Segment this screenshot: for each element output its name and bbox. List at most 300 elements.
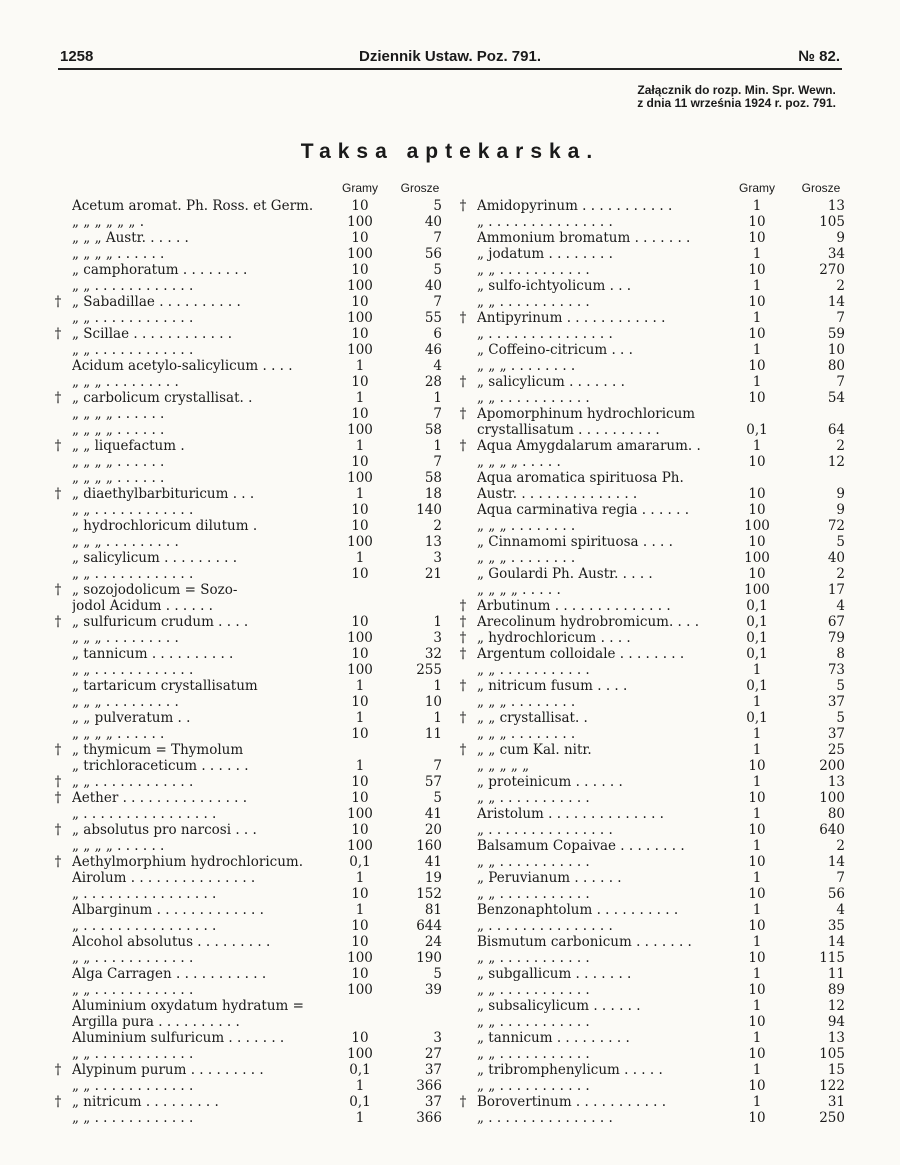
grams-value: 10	[351, 326, 369, 342]
table-row	[50, 886, 450, 902]
table-row	[455, 422, 855, 438]
drug-name: „ „ „ „ „ „ .	[72, 214, 145, 230]
dagger-mark: †	[459, 310, 467, 326]
dagger-mark: †	[459, 374, 467, 390]
grams-value: 0,1	[746, 646, 768, 662]
grams-value: 10	[351, 454, 369, 470]
grams-value: 10	[351, 406, 369, 422]
drug-name: „ hydrochloricum dilutum .	[72, 518, 258, 534]
drug-name: „ „ . . . . . . . . . . . .	[72, 502, 194, 518]
grams-value: 10	[748, 982, 766, 998]
price-value: 58	[424, 422, 442, 438]
drug-name: „ . . . . . . . . . . . . . . .	[477, 918, 613, 934]
dagger-mark: †	[459, 1094, 467, 1110]
table-row	[50, 326, 450, 342]
price-value: 55	[424, 310, 442, 326]
drug-name: Arecolinum hydrobromicum. . . .	[477, 614, 699, 630]
price-value: 4	[836, 902, 845, 918]
grams-value: 10	[748, 214, 766, 230]
grams-value: 10	[351, 230, 369, 246]
left-column	[50, 178, 450, 1126]
drug-name: „ „ „ . . . . . . . . .	[72, 534, 179, 550]
grams-value: 1	[355, 678, 365, 694]
drug-name: „ „ pulveratum . .	[72, 710, 191, 726]
grams-value: 1	[355, 486, 365, 502]
grams-value: 100	[347, 806, 373, 822]
table-row	[50, 710, 450, 726]
drug-name: Aluminium sulfuricum . . . . . . .	[72, 1030, 285, 1046]
table-row	[50, 902, 450, 918]
table-row	[50, 918, 450, 934]
grams-value: 10	[351, 614, 369, 630]
price-value: 19	[424, 870, 442, 886]
table-row	[455, 214, 855, 230]
drug-name: Argilla pura . . . . . . . . . .	[72, 1014, 240, 1030]
price-value: 28	[424, 374, 442, 390]
grams-value: 10	[351, 262, 369, 278]
table-row	[50, 1110, 450, 1126]
grams-value: 1	[752, 1062, 762, 1078]
price-value: 366	[416, 1110, 442, 1126]
price-value: 1	[433, 390, 442, 406]
annex-line-1: Załącznik do rozp. Min. Spr. Wewn.	[637, 83, 836, 97]
price-value: 18	[424, 486, 442, 502]
dagger-mark: †	[54, 790, 62, 806]
table-row	[455, 246, 855, 262]
grams-value: 0,1	[746, 422, 768, 438]
table-row	[50, 838, 450, 854]
grams-value: 0,1	[746, 678, 768, 694]
price-value: 59	[827, 326, 845, 342]
price-value: 7	[433, 406, 442, 422]
drug-name: „ thymicum = Thymolum	[72, 742, 244, 758]
grams-value: 10	[748, 1014, 766, 1030]
drug-name: Aqua carminativa regia . . . . . .	[477, 502, 690, 518]
grams-value: 1	[355, 1078, 365, 1094]
price-value: 3	[433, 550, 442, 566]
price-value: 56	[424, 246, 442, 262]
price-value: 11	[424, 726, 442, 742]
grams-value: 1	[355, 358, 365, 374]
table-row	[50, 1062, 450, 1078]
dagger-mark: †	[54, 582, 62, 598]
drug-name: „ „ „ . . . . . . . .	[477, 726, 576, 742]
grams-value: 10	[351, 790, 369, 806]
price-value: 37	[424, 1094, 442, 1110]
grams-value: 0,1	[746, 710, 768, 726]
grams-value: 10	[748, 230, 766, 246]
price-value: 250	[819, 1110, 845, 1126]
drug-name: Ammonium bromatum . . . . . . .	[477, 230, 691, 246]
table-row	[50, 518, 450, 534]
table-row	[50, 854, 450, 870]
table-row	[50, 998, 450, 1014]
page-number: 1258	[60, 48, 94, 65]
table-row	[455, 838, 855, 854]
grams-value: 100	[347, 214, 373, 230]
table-row	[455, 198, 855, 214]
table-row	[50, 486, 450, 502]
table-row	[455, 358, 855, 374]
drug-name: „ „ „ „ . . . . . .	[72, 406, 165, 422]
grams-value: 0,1	[746, 598, 768, 614]
table-row	[50, 806, 450, 822]
grams-value: 1	[752, 246, 762, 262]
drug-name: Borovertinum . . . . . . . . . . .	[477, 1094, 667, 1110]
price-value: 24	[424, 934, 442, 950]
price-value: 54	[827, 390, 845, 406]
price-value: 2	[836, 438, 845, 454]
drug-name: „ „ „ „ . . . . . .	[72, 246, 165, 262]
dagger-mark: †	[54, 438, 62, 454]
grams-value: 10	[748, 886, 766, 902]
drug-name: Aqua aromatica spirituosa Ph.	[477, 470, 684, 486]
table-row	[50, 310, 450, 326]
price-value: 9	[836, 486, 845, 502]
drug-name: Antipyrinum . . . . . . . . . . . .	[477, 310, 666, 326]
grams-value: 10	[748, 1078, 766, 1094]
price-value: 5	[433, 198, 442, 214]
table-row	[50, 262, 450, 278]
drug-name: „ . . . . . . . . . . . . . . .	[477, 326, 613, 342]
journal-title: Dziennik Ustaw. Poz. 791.	[359, 48, 541, 65]
grams-value: 1	[752, 278, 762, 294]
header-rule	[58, 68, 842, 70]
table-row	[50, 214, 450, 230]
grams-value: 10	[748, 566, 766, 582]
table-row	[455, 278, 855, 294]
drug-name: „ sozojodolicum = Sozo-	[72, 582, 238, 598]
price-value: 105	[819, 1046, 845, 1062]
drug-name: Apomorphinum hydrochloricum	[477, 406, 696, 422]
grams-value: 1	[355, 438, 365, 454]
price-value: 67	[827, 614, 845, 630]
drug-name: „ sulfuricum crudum . . . .	[72, 614, 249, 630]
grams-value: 1	[355, 710, 365, 726]
grams-value: 100	[347, 342, 373, 358]
table-row	[50, 966, 450, 982]
grams-value: 100	[347, 534, 373, 550]
document-title: Taksa aptekarska.	[300, 140, 600, 163]
left-rows	[50, 198, 450, 1126]
price-value: 64	[827, 422, 845, 438]
drug-name: „ Peruvianum . . . . . .	[477, 870, 622, 886]
grams-value: 10	[351, 646, 369, 662]
drug-name: „ „ . . . . . . . . . . . .	[72, 662, 194, 678]
drug-name: „ „ liquefactum .	[72, 438, 185, 454]
dagger-mark: †	[459, 406, 467, 422]
price-value: 73	[827, 662, 845, 678]
grams-value: 10	[351, 726, 369, 742]
table-row	[50, 1094, 450, 1110]
drug-name: „ „ „ . . . . . . . . .	[72, 374, 179, 390]
price-value: 40	[827, 550, 845, 566]
grams-value: 10	[351, 934, 369, 950]
table-row	[50, 950, 450, 966]
drug-name: „ . . . . . . . . . . . . . . .	[477, 214, 613, 230]
drug-name: Aether . . . . . . . . . . . . . . .	[72, 790, 248, 806]
drug-name: „ „ . . . . . . . . . . .	[477, 1046, 590, 1062]
drug-name: „ „ . . . . . . . . . . .	[477, 662, 590, 678]
dagger-mark: †	[459, 678, 467, 694]
drug-name: Alga Carragen . . . . . . . . . . .	[72, 966, 267, 982]
price-value: 13	[827, 1030, 845, 1046]
grams-header: Gramy	[342, 181, 378, 195]
price-value: 12	[827, 998, 845, 1014]
drug-name: „ carbolicum crystallisat. .	[72, 390, 253, 406]
table-row	[455, 550, 855, 566]
grams-value: 10	[748, 326, 766, 342]
drug-name: Amidopyrinum . . . . . . . . . . .	[477, 198, 673, 214]
grams-value: 10	[351, 518, 369, 534]
price-value: 6	[433, 326, 442, 342]
grams-value: 1	[355, 870, 365, 886]
drug-name: „ subgallicum . . . . . . .	[477, 966, 632, 982]
drug-name: „ „ „ Austr. . . . . .	[72, 230, 189, 246]
table-row	[50, 934, 450, 950]
table-row	[455, 582, 855, 598]
grams-value: 1	[752, 1094, 762, 1110]
table-row	[50, 870, 450, 886]
price-value: 40	[424, 214, 442, 230]
grams-value: 10	[748, 822, 766, 838]
grams-value: 10	[351, 886, 369, 902]
price-value: 41	[424, 854, 442, 870]
dagger-mark: †	[54, 486, 62, 502]
grams-value: 10	[748, 758, 766, 774]
table-row	[455, 374, 855, 390]
table-row	[455, 678, 855, 694]
price-value: 9	[836, 502, 845, 518]
grams-value: 100	[347, 278, 373, 294]
table-row	[455, 854, 855, 870]
drug-name: „ „ . . . . . . . . . . . .	[72, 566, 194, 582]
drug-name: „ jodatum . . . . . . . .	[477, 246, 613, 262]
drug-name: „ „ „ „ „	[477, 758, 530, 774]
drug-name: „ „ „ . . . . . . . .	[477, 518, 576, 534]
drug-name: „ „ . . . . . . . . . . .	[477, 790, 590, 806]
grams-value: 100	[744, 582, 770, 598]
grams-value: 100	[347, 1046, 373, 1062]
groszy-header: Grosze	[400, 181, 440, 195]
drug-name: „ „ „ . . . . . . . .	[477, 358, 576, 374]
grams-value: 100	[347, 470, 373, 486]
grams-value: 1	[752, 870, 762, 886]
table-row	[50, 646, 450, 662]
table-row	[455, 454, 855, 470]
table-row	[50, 790, 450, 806]
price-value: 160	[416, 838, 442, 854]
drug-name: „ „ . . . . . . . . . . .	[477, 262, 590, 278]
drug-name: „ „ . . . . . . . . . . .	[477, 390, 590, 406]
right-rows	[455, 198, 855, 1126]
table-row	[455, 998, 855, 1014]
table-row	[455, 790, 855, 806]
drug-name: „ „ cum Kal. nitr.	[477, 742, 592, 758]
price-value: 13	[827, 198, 845, 214]
table-row	[455, 470, 855, 486]
price-value: 14	[827, 294, 845, 310]
page-header	[60, 44, 840, 70]
grams-value: 100	[347, 982, 373, 998]
table-row	[455, 1062, 855, 1078]
annex-line-2: z dnia 11 września 1924 r. poz. 791.	[637, 96, 836, 110]
left-column-header	[50, 178, 450, 198]
drug-name: jodol Acidum . . . . . .	[72, 598, 213, 614]
price-value: 80	[827, 806, 845, 822]
grams-value: 0,1	[349, 854, 371, 870]
drug-name: „ „ . . . . . . . . . . .	[477, 886, 590, 902]
price-value: 122	[819, 1078, 845, 1094]
dagger-mark: †	[54, 390, 62, 406]
price-value: 3	[433, 1030, 442, 1046]
grams-value: 0,1	[746, 614, 768, 630]
grams-value: 1	[355, 390, 365, 406]
table-row	[50, 614, 450, 630]
grams-value: 10	[748, 1110, 766, 1126]
price-value: 11	[827, 966, 845, 982]
table-row	[455, 630, 855, 646]
dagger-mark: †	[54, 614, 62, 630]
price-value: 10	[827, 342, 845, 358]
table-row	[455, 438, 855, 454]
grams-value: 0,1	[349, 1062, 371, 1078]
table-row	[50, 470, 450, 486]
table-row	[50, 582, 450, 598]
groszy-header: Grosze	[801, 181, 841, 195]
drug-name: „ „ „ . . . . . . . . .	[72, 694, 179, 710]
price-value: 7	[836, 374, 845, 390]
table-row	[50, 1078, 450, 1094]
table-row	[455, 598, 855, 614]
drug-name: Alcohol absolutus . . . . . . . . .	[72, 934, 271, 950]
drug-name: „ Cinnamomi spirituosa . . . .	[477, 534, 673, 550]
table-row	[455, 406, 855, 422]
drug-name: „ „ „ „ . . . . . .	[72, 454, 165, 470]
price-value: 270	[819, 262, 845, 278]
drug-name: „ „ „ „ . . . . . .	[72, 422, 165, 438]
drug-name: „ tannicum . . . . . . . . .	[477, 1030, 630, 1046]
table-row	[50, 278, 450, 294]
grams-value: 100	[347, 630, 373, 646]
price-value: 20	[424, 822, 442, 838]
drug-name: „ „ . . . . . . . . . . . .	[72, 982, 194, 998]
grams-value: 10	[351, 966, 369, 982]
grams-value: 10	[748, 950, 766, 966]
table-row	[455, 1094, 855, 1110]
dagger-mark: †	[459, 710, 467, 726]
table-row	[50, 662, 450, 678]
right-column-header	[455, 178, 855, 198]
dagger-mark: †	[459, 742, 467, 758]
table-row	[455, 230, 855, 246]
grams-value: 1	[752, 662, 762, 678]
price-value: 34	[827, 246, 845, 262]
price-value: 89	[827, 982, 845, 998]
drug-name: Benzonaphtolum . . . . . . . . . .	[477, 902, 679, 918]
drug-name: „ camphoratum . . . . . . . .	[72, 262, 248, 278]
grams-value: 10	[351, 294, 369, 310]
price-value: 31	[827, 1094, 845, 1110]
grams-value: 10	[351, 1030, 369, 1046]
drug-name: „ Scillae . . . . . . . . . . . .	[72, 326, 233, 342]
drug-name: „ . . . . . . . . . . . . . . . .	[72, 886, 217, 902]
drug-name: „ „ „ „ . . . . . .	[72, 838, 165, 854]
dagger-mark: †	[459, 630, 467, 646]
price-value: 105	[819, 214, 845, 230]
price-value: 41	[424, 806, 442, 822]
table-row	[455, 614, 855, 630]
price-value: 72	[827, 518, 845, 534]
price-value: 3	[433, 630, 442, 646]
grams-value: 1	[752, 726, 762, 742]
price-value: 39	[424, 982, 442, 998]
dagger-mark: †	[54, 742, 62, 758]
drug-name: Aristolum . . . . . . . . . . . . . .	[477, 806, 664, 822]
grams-value: 1	[752, 742, 762, 758]
grams-value: 1	[752, 438, 762, 454]
table-row	[455, 662, 855, 678]
price-value: 9	[836, 230, 845, 246]
grams-value: 1	[752, 198, 762, 214]
dagger-mark: †	[54, 1094, 62, 1110]
price-value: 15	[827, 1062, 845, 1078]
table-row	[455, 1078, 855, 1094]
dagger-mark: †	[54, 774, 62, 790]
drug-name: „ „ „ „ . . . . .	[477, 454, 561, 470]
price-value: 80	[827, 358, 845, 374]
price-value: 366	[416, 1078, 442, 1094]
price-value: 13	[424, 534, 442, 550]
drug-name: „ „ . . . . . . . . . . . .	[72, 1046, 194, 1062]
drug-name: Acidum acetylo-salicylicum . . . .	[72, 358, 293, 374]
table-row	[455, 758, 855, 774]
price-value: 25	[827, 742, 845, 758]
grams-value: 100	[347, 246, 373, 262]
table-row	[50, 758, 450, 774]
grams-value: 10	[748, 534, 766, 550]
price-value: 8	[836, 646, 845, 662]
drug-name: „ nitricum . . . . . . . . .	[72, 1094, 219, 1110]
table-row	[455, 822, 855, 838]
price-value: 40	[424, 278, 442, 294]
drug-name: Aqua Amygdalarum amararum. .	[477, 438, 701, 454]
grams-value: 1	[355, 758, 365, 774]
drug-name: „ „ . . . . . . . . . . . .	[72, 310, 194, 326]
table-row	[455, 1110, 855, 1126]
table-row	[455, 1046, 855, 1062]
table-row	[455, 294, 855, 310]
price-value: 115	[819, 950, 845, 966]
price-value: 7	[836, 870, 845, 886]
table-row	[455, 918, 855, 934]
price-value: 644	[416, 918, 442, 934]
price-value: 57	[424, 774, 442, 790]
dagger-mark: †	[459, 646, 467, 662]
drug-name: „ proteinicum . . . . . .	[477, 774, 623, 790]
table-row	[50, 822, 450, 838]
price-value: 46	[424, 342, 442, 358]
drug-name: Balsamum Copaivae . . . . . . . .	[477, 838, 685, 854]
price-value: 190	[416, 950, 442, 966]
dagger-mark: †	[459, 614, 467, 630]
price-value: 7	[433, 294, 442, 310]
price-value: 1	[433, 678, 442, 694]
dagger-mark: †	[54, 326, 62, 342]
table-row	[50, 694, 450, 710]
drug-name: „ „ . . . . . . . . . . . .	[72, 1110, 194, 1126]
table-row	[455, 966, 855, 982]
